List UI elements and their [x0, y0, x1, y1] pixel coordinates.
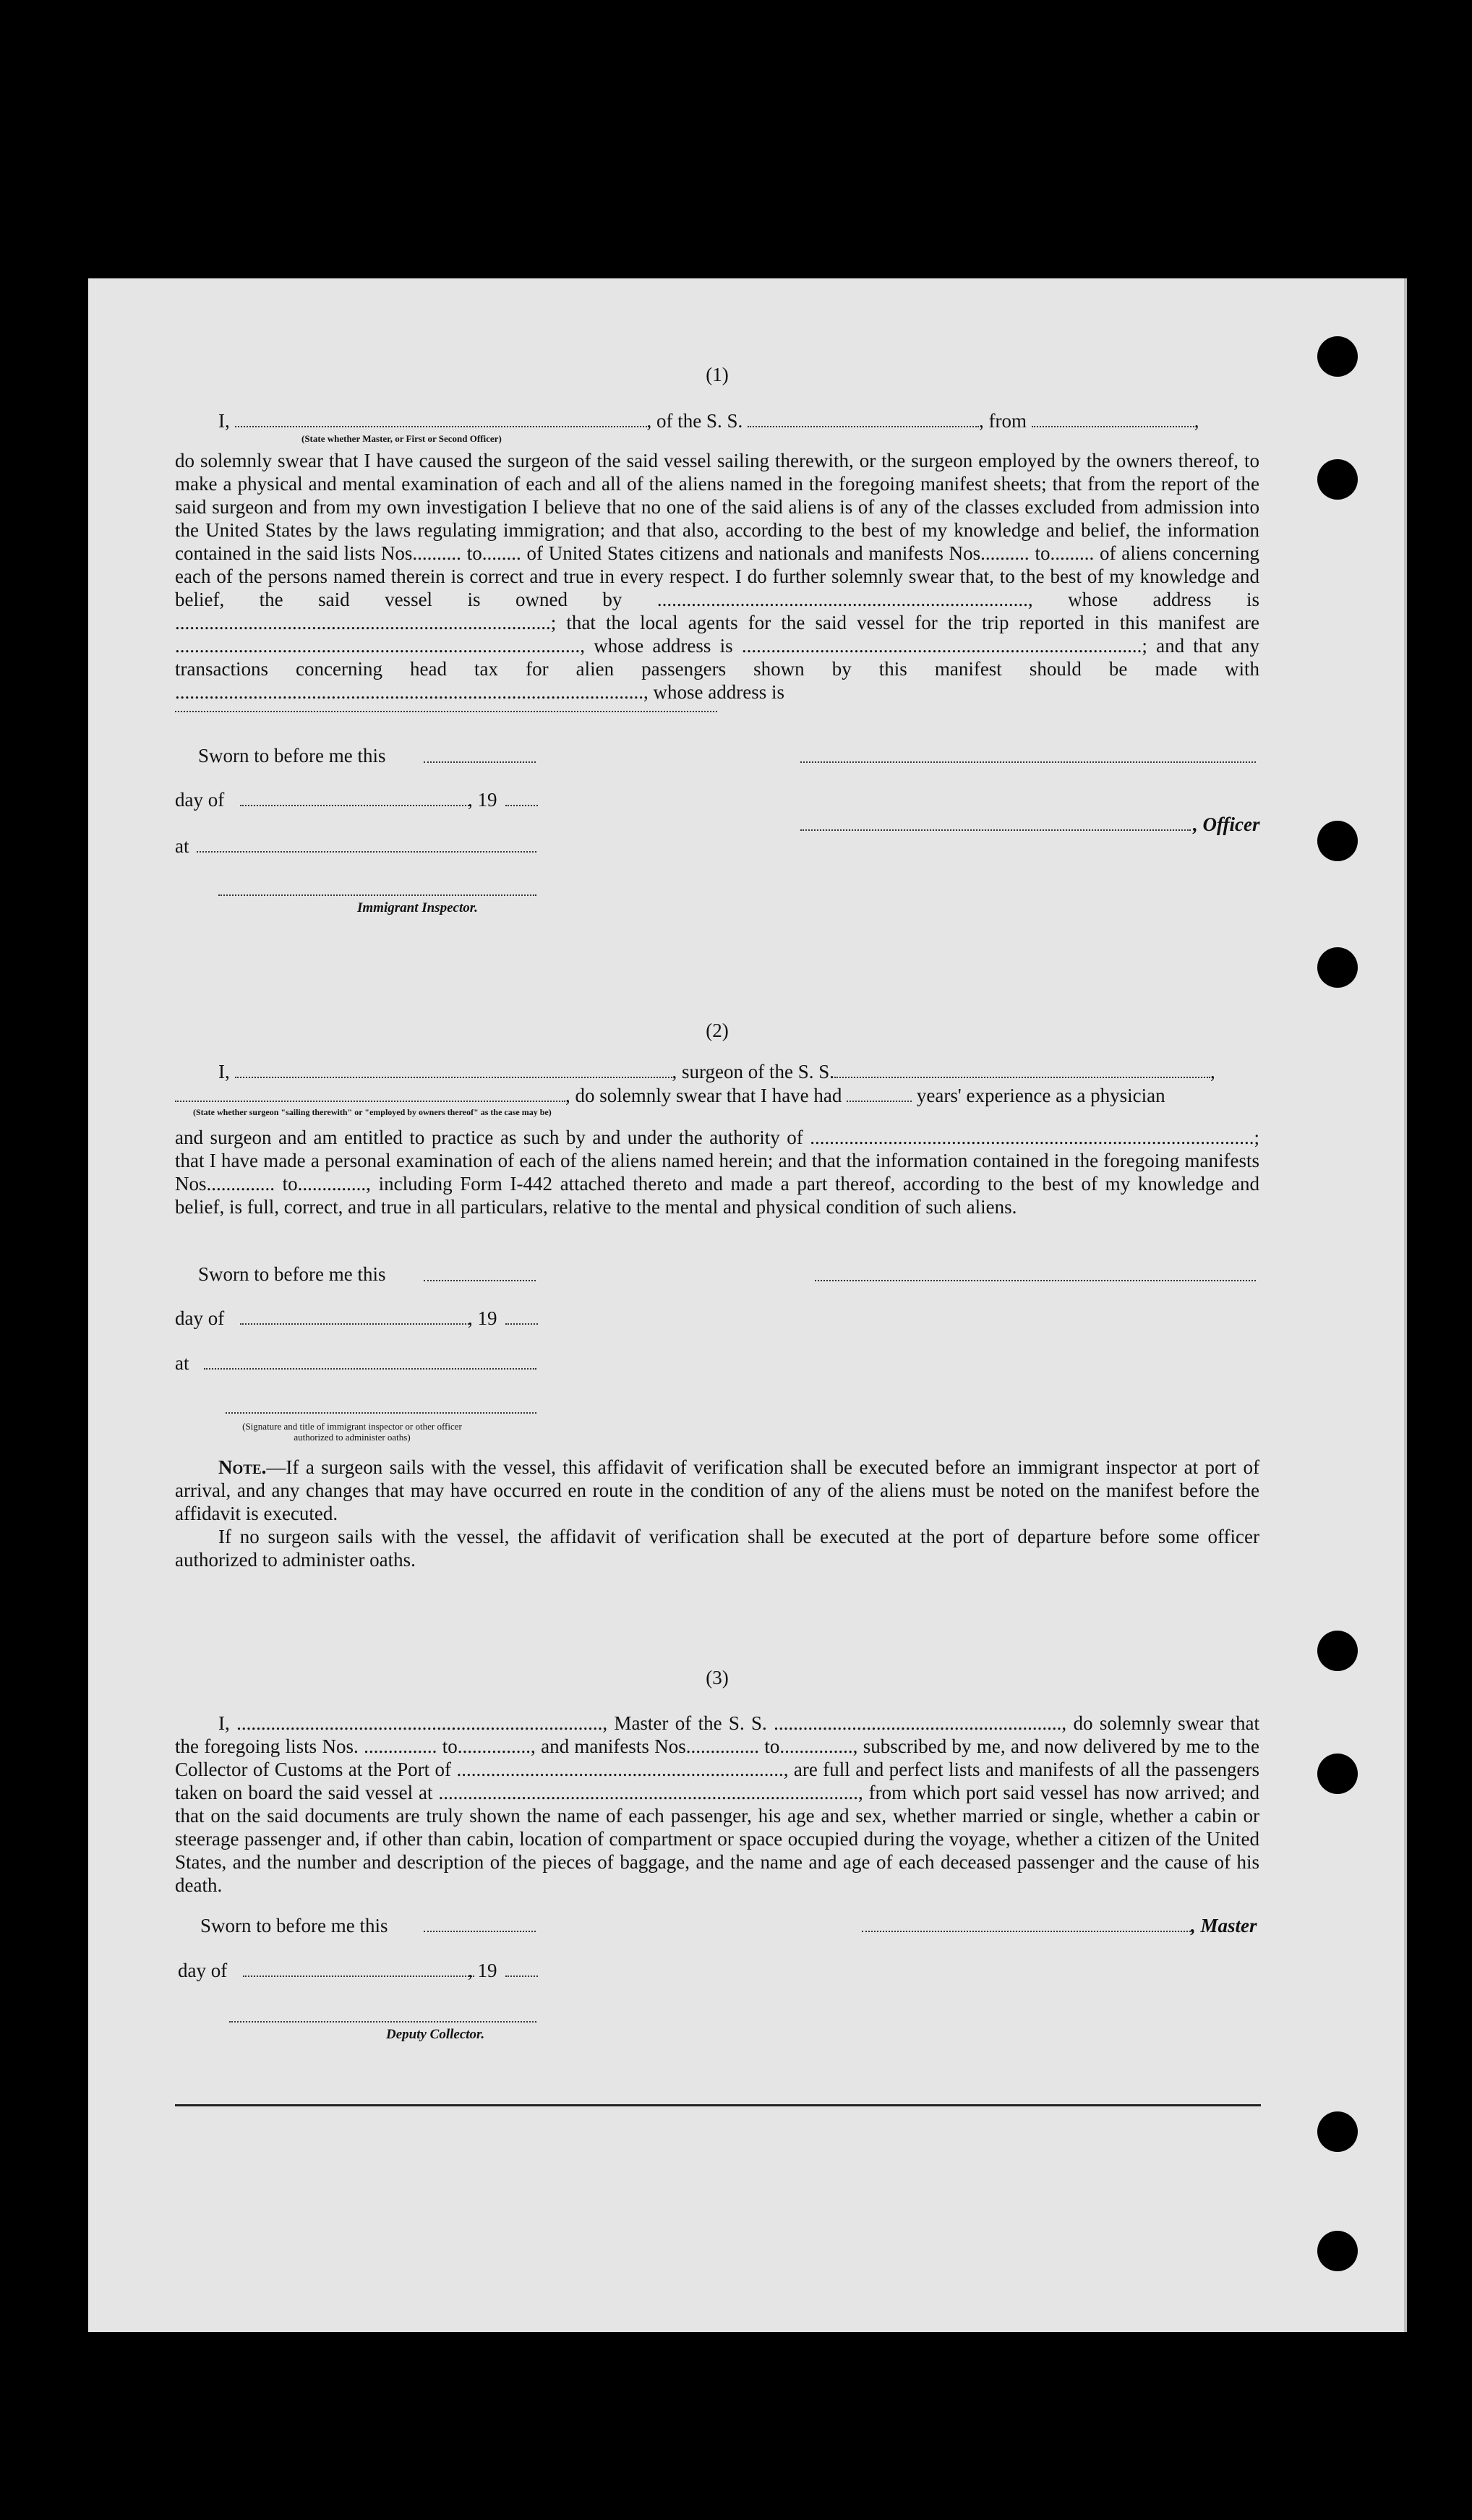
day-label: day of — [175, 789, 225, 811]
section-3-body — [175, 1712, 1259, 1897]
immigrant-inspector-label: Immigrant Inspector. — [357, 900, 478, 915]
at-label: at — [175, 1352, 189, 1374]
section-1-number: (1) — [706, 364, 729, 385]
blank-line — [505, 1976, 538, 1977]
label: I, — [218, 1061, 235, 1082]
blank-line — [235, 425, 647, 427]
section-2-body — [175, 1126, 1259, 1218]
signature-line — [229, 2021, 536, 2023]
blank-line — [505, 1323, 538, 1325]
section-1-first-line — [175, 410, 1259, 432]
note — [175, 1456, 1259, 1571]
section-2-second-line — [175, 1085, 1259, 1107]
blank-line — [1032, 425, 1194, 427]
note-text: —If a surgeon sails with the vessel, this affidavit of verification shall be executed before an immigrant inspector at port of arrival, and any changes that may have occurred en route in the condition of any of the aliens must be noted on the manifest before the affidavit is executed. — [175, 1456, 1259, 1524]
binder-hole — [1317, 1631, 1358, 1671]
blank-line — [235, 1076, 672, 1078]
blank-line — [243, 1976, 474, 1977]
blank-line — [834, 1076, 1210, 1078]
section-2-paragraph: and surgeon and am entitled to practice as such by and under the authority of ...........................................................................................; that I have made a personal examination of each of the aliens named herein; and that the information contained in the foregoing manifests Nos.............. to.............., including Form I-442 attached thereto and made a part thereof, according to the best of my knowledge and belief, is full, correct, and true in all particulars, relative to the mental and physical condition of such aliens. — [175, 1127, 1259, 1218]
blank-line — [240, 805, 471, 806]
blank-line — [505, 805, 538, 806]
blank-line — [175, 711, 717, 712]
deputy-collector-label: Deputy Collector. — [386, 2027, 485, 2042]
officer-label: , Officer — [1193, 813, 1260, 835]
label: , — [1210, 1061, 1215, 1082]
binder-hole — [1317, 2111, 1358, 2152]
year-label: , 19 — [468, 789, 497, 811]
section-3-paragraph: I, ..........................................................................., Master of the S. S. ..........................................................., do solemnly swear that the foregoing lists Nos. ............... to..............., and manifests Nos............... to..............., subscribed by me, and now delivered by me to the Collector of Customs at the Port of ..................................................................., are full and perfect lists and manifests of all the passengers taken on board the said vessel at ......................................................................................, from which port said vessel has now arrived; and that on the said documents are truly shown the name of each passenger, his age and sex, whether married or single, whether a cabin or steerage passenger and, if other than cabin, location of compartment or space occupied during the voyage, whether a citizen of the United States, and the number and description of the pieces of baggage, and the name and age of each deceased passenger and the cause of his death. — [175, 1712, 1259, 1896]
signature-line — [226, 1412, 536, 1414]
blank-line — [197, 851, 536, 853]
note-paragraph-2: If no surgeon sails with the vessel, the affidavit of verification shall be executed at the port of departure before some officer authorized to administer oaths. — [175, 1526, 1259, 1571]
blank-line — [748, 425, 979, 427]
label: , of the S. S. — [646, 410, 748, 432]
label: I, — [218, 410, 235, 432]
section-2-caption: (State whether surgeon "sailing therewith" or "employed by owners thereof" as the case may be) — [193, 1107, 552, 1117]
day-label: day of — [178, 1960, 228, 1981]
signature-line — [218, 894, 536, 896]
document-page — [88, 278, 1407, 2332]
binder-hole — [1317, 336, 1358, 377]
sworn-label: Sworn to before me this — [198, 1263, 386, 1285]
blank-line — [424, 761, 536, 763]
section-1-paragraph: do solemnly swear that I have caused the surgeon of the said vessel sailing therewith, or the surgeon employed by the owners thereof, to make a physical and mental examination of each and all of the aliens named in the foregoing manifest sheets; that from the report of the said surgeon and from my own investigation I believe that no one of the said aliens is of any of the classes excluded from admission into the United States by the laws regulating immigration; and that also, according to the best of my knowledge and belief, the information contained in the said lists Nos.......... to........ of United States citizens and nationals and manifests Nos.......... to......... of aliens concerning each of the persons named therein is correct and true in every respect. I do further solemnly swear that, to the best of my knowledge and belief, the said vessel is owned by ............................................................................, whose address is .............................................................................; that the local agents for the said vessel for the trip reported in this manifest are ..................................................................................., whose address is ..................................................................................; and that any transactions concerning head tax for alien passengers shown by this manifest should be made with ................................................................................................, whose address is — [175, 450, 1259, 703]
note-heading: Note. — [218, 1456, 267, 1478]
signature-line — [800, 761, 1256, 763]
binder-hole — [1317, 821, 1358, 861]
year-label: , 19 — [468, 1960, 497, 1981]
label: , — [1194, 410, 1199, 432]
section-1-body — [175, 449, 1259, 704]
master-label: , Master — [1191, 1915, 1257, 1936]
blank-line — [424, 1280, 536, 1281]
signature-line — [815, 1280, 1256, 1281]
sworn-label: Sworn to before me this — [198, 745, 386, 766]
binder-hole — [1317, 2231, 1358, 2271]
blank-line — [175, 1100, 565, 1102]
signature-line — [800, 829, 1191, 831]
blank-line — [204, 1368, 536, 1370]
section-2-number: (2) — [706, 1020, 729, 1041]
label: , from — [979, 410, 1032, 432]
section-1-caption: (State whether Master, or First or Second Officer) — [301, 433, 502, 444]
blank-line — [424, 1931, 536, 1932]
label: , do solemnly swear that I have had — [565, 1085, 847, 1106]
blank-line — [847, 1100, 912, 1102]
day-label: day of — [175, 1307, 225, 1329]
binder-hole — [1317, 947, 1358, 988]
at-label: at — [175, 835, 189, 857]
bottom-rule — [175, 2104, 1261, 2106]
year-label: , 19 — [468, 1307, 497, 1329]
signature-line — [862, 1931, 1191, 1932]
section-2-first-line — [175, 1061, 1259, 1083]
label: , surgeon of the S. S. — [672, 1061, 835, 1082]
sworn-label: Sworn to before me this — [200, 1915, 388, 1936]
binder-hole — [1317, 1754, 1358, 1794]
binder-hole — [1317, 459, 1358, 500]
signature-caption: (Signature and title of immigrant inspector or other officer authorized to administer oaths) — [242, 1421, 462, 1443]
note-paragraph — [175, 1456, 1259, 1525]
label: years' experience as a physician — [912, 1085, 1165, 1106]
blank-line — [240, 1323, 471, 1325]
section-3-number: (3) — [706, 1667, 729, 1688]
